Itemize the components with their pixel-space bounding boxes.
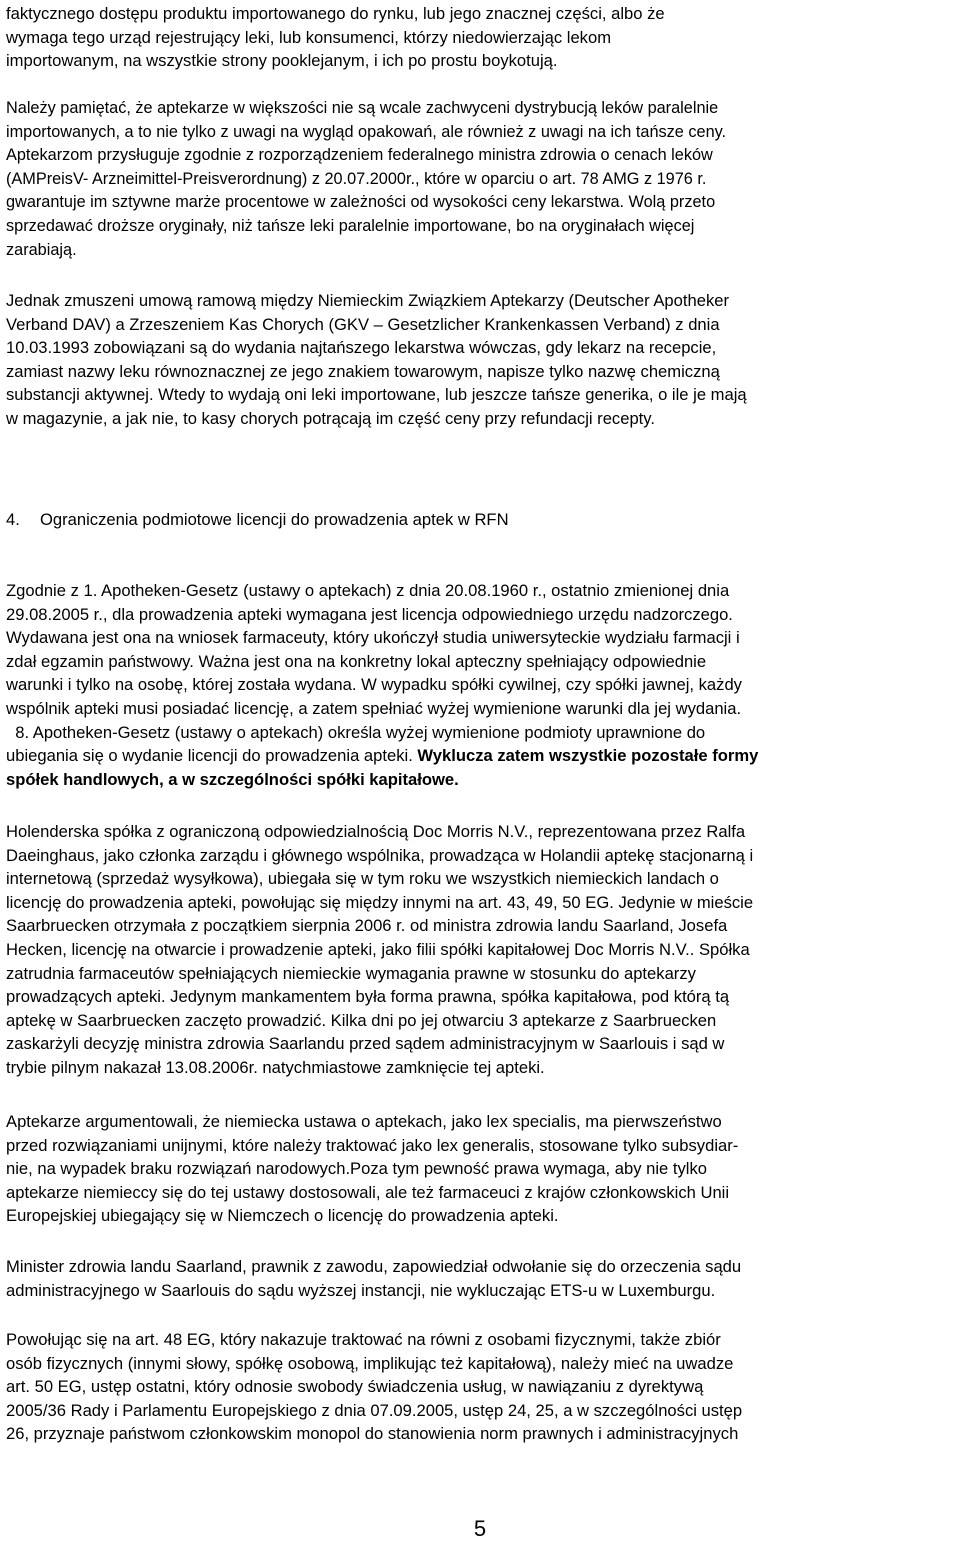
text-line: Hecken, licencję na otwarcie i prowadzenie apteki, jako filii spółki kapitałowej Doc Morris N.V.. Spółka xyxy=(6,939,750,959)
paragraph-5 xyxy=(6,820,956,1080)
text-line: Należy pamiętać, że aptekarze w większości nie są wcale zachwyceni dystrybucją leków paralelnie xyxy=(6,99,719,117)
paragraph-1 xyxy=(6,2,956,73)
text-line: Daeinghaus, jako członka zarządu i głównego wspólnika, prowadząca w Holandii aptekę stacjonarną i xyxy=(6,845,754,865)
paragraph-8 xyxy=(6,1328,956,1446)
text-line: zaskarżyli decyzję ministra zdrowia Saarlandu przed sądem administracyjnym w Saarlouis i sąd w xyxy=(6,1034,725,1054)
paragraph-4 xyxy=(6,579,956,791)
page-number: 5 xyxy=(473,1516,487,1541)
text-line: wymaga tego urząd rejestrujący leki, lub konsumenci, którzy niedowierzając lekom xyxy=(6,27,612,47)
text-line: aptekarze niemieccy się do tej ustawy dostosowali, ale też farmaceuci z krajów członkowskich Unii xyxy=(6,1182,730,1202)
text-line: gwarantuje im sztywne marże procentowe w zależności od wysokości ceny lekarstwa. Wolą przeto xyxy=(6,193,716,212)
text-line: zarabiają. xyxy=(6,240,77,259)
text-line: wspólnik apteki musi posiadać licencję, a zatem spełniać wyżej wymienione warunki dla jej wydania. xyxy=(6,698,742,718)
text-line: 8. Apotheken-Gesetz (ustawy o aptekach) określa wyżej wymienione podmioty uprawnione do xyxy=(6,722,706,742)
text-line: faktycznego dostępu produktu importowanego do rynku, lub jego znacznej części, albo że xyxy=(6,4,665,23)
text-line: 2005/36 Rady i Parlamentu Europejskiego z dnia 07.09.2005, ustęp 24, 25, a w szczególności ustęp xyxy=(6,1400,743,1420)
text-line: Jednak zmuszeni umową ramową między Niemieckim Związkiem Aptekarzy (Deutscher Apotheker xyxy=(6,291,730,310)
text-line-bold: spółek handlowych, a w szczególności spółki kapitałowe. xyxy=(6,769,459,789)
text-line: Aptekarze argumentowali, że niemiecka ustawa o aptekach, jako lex specialis, ma pierwszeństwo xyxy=(6,1112,722,1131)
text-line: osób fizycznych (innymi słowy, spółkę osobową, implikując też kapitałową), należy mieć na uwadze xyxy=(6,1353,734,1373)
text-line: warunki i tylko na osobę, której została wydana. W wypadku spółki cywilnej, czy spółki jawnej, każdy xyxy=(6,675,742,695)
text-line: Wydawana jest ona na wniosek farmaceuty, który ukończył studia uniwersyteckie wydziału farmacji i xyxy=(6,628,740,648)
text-line: trybie pilnym nakazał 13.08.2006r. natychmiastowe zamknięcie tej apteki. xyxy=(6,1057,545,1077)
text-line: 10.03.1993 zobowiązani są do wydania najtańszego lekarstwa wówczas, gdy lekarz na recepcie, xyxy=(6,338,717,358)
text-line xyxy=(6,744,956,768)
text-line: sprzedawać droższe oryginały, niż tańsze leki paralelnie importowane, bo na oryginałach więcej xyxy=(6,216,695,235)
text-line: nie, na wypadek braku rozwiązań narodowych.Poza tym pewność prawa wymaga, aby nie tylko xyxy=(6,1159,707,1179)
text-line: 26, przyznaje państwom członkowskim monopol do stanowienia norm prawnych i administracyjnych xyxy=(6,1424,739,1444)
text-line: zatrudnia farmaceutów spełniających niemieckie wymagania prawne w stosunku do aptekarzy xyxy=(6,963,696,983)
paragraph-2 xyxy=(6,97,956,262)
text-line: Aptekarzom przysługuje zgodnie z rozporządzeniem federalnego ministra zdrowia o cenach leków xyxy=(6,146,713,165)
text-line: przed rozwiązaniami unijnymi, które należy traktować jako lex generalis, stosowane tylko subsydiar- xyxy=(6,1135,739,1155)
text-line: prowadzących apteki. Jedynym mankamentem była forma prawna, spółka kapitałowa, pod którą tą xyxy=(6,987,730,1007)
text-line: w magazynie, a jak nie, to kasy chorych potrącają im część ceny przy refundacji recepty. xyxy=(6,408,655,428)
text-line: Verband DAV) a Zrzeszeniem Kas Chorych (GKV – Gesetzlicher Krankenkassen Verband) z dnia xyxy=(6,314,720,334)
text-line: zdał egzamin państwowy. Ważna jest ona na konkretny lokal apteczny spełniający odpowiednie xyxy=(6,651,707,671)
text-normal: ubiegania się o wydanie licencji do prowadzenia apteki. xyxy=(6,746,418,766)
text-line: Zgodnie z 1. Apotheken-Gesetz (ustawy o aptekach) z dnia 20.08.1960 r., ostatnio zmienionej dnia xyxy=(6,581,730,600)
text-line: 29.08.2005 r., dla prowadzenia apteki wymagana jest licencja odpowiedniego urzędu nadzorczego. xyxy=(6,604,733,624)
text-line: administracyjnego w Saarlouis do sądu wyższej instancji, nie wykluczając ETS-u w Luxemburgu. xyxy=(6,1280,716,1300)
text-line: Holenderska spółka z ograniczoną odpowiedzialnością Doc Morris N.V., reprezentowana przez Ralfa xyxy=(6,822,746,841)
text-line: Saarbruecken otrzymała z początkiem sierpnia 2006 r. od ministra zdrowia landu Saarland, Josefa xyxy=(6,916,728,936)
text-line: importowanych, a to nie tylko z uwagi na wygląd opakowań, ale również z uwagi na ich tańsze ceny. xyxy=(6,122,727,141)
text-line: licencję do prowadzenia apteki, powołując się między innymi na art. 43, 49, 50 EG. Jedynie w mieście xyxy=(6,892,754,912)
text-line: art. 50 EG, ustęp ostatni, który odnosie swobody świadczenia usług, w nawiązaniu z dyrektywą xyxy=(6,1377,704,1397)
text-line: importowanym, na wszystkie strony pooklejanym, i ich po prostu boykotują. xyxy=(6,51,558,71)
section-heading xyxy=(6,508,509,532)
text-line: substancji aktywnej. Wtedy to wydają oni leki importowane, lub jeszcze tańsze generika, o ile je mają xyxy=(6,385,747,405)
text-line: Europejskiej ubiegający się w Niemczech o licencję do prowadzenia apteki. xyxy=(6,1206,559,1226)
paragraph-7 xyxy=(6,1255,956,1302)
text-bold: Wyklucza zatem wszystkie pozostałe formy xyxy=(417,746,759,766)
text-line: aptekę w Saarbruecken zaczęto prowadzić. Kilka dni po jej otwarciu 3 aptekarze z Saarbruecken xyxy=(6,1010,717,1030)
text-line: (AMPreisV- Arzneimittel-Preisverordnung) z 20.07.2000r., które w oparciu o art. 78 AMG z 1976 r. xyxy=(6,169,707,188)
paragraph-6 xyxy=(6,1110,956,1228)
text-line: Powołując się na art. 48 EG, który nakazuje traktować na równi z osobami fizycznymi, także zbiór xyxy=(6,1330,721,1349)
text-line: Minister zdrowia landu Saarland, prawnik z zawodu, zapowiedział odwołanie się do orzeczenia sądu xyxy=(6,1257,742,1276)
section-number: 4. xyxy=(6,510,20,529)
text-line: internetową (sprzedaż wysyłkowa), ubiegała się w tym roku we wszystkich niemieckich landach o xyxy=(6,869,719,889)
section-title: Ograniczenia podmiotowe licencji do prowadzenia aptek w RFN xyxy=(40,510,509,529)
text-line: zamiast nazwy leku równoznacznej ze jego znakiem towarowym, napisze tylko nazwę chemiczną xyxy=(6,361,720,381)
paragraph-3 xyxy=(6,289,956,431)
